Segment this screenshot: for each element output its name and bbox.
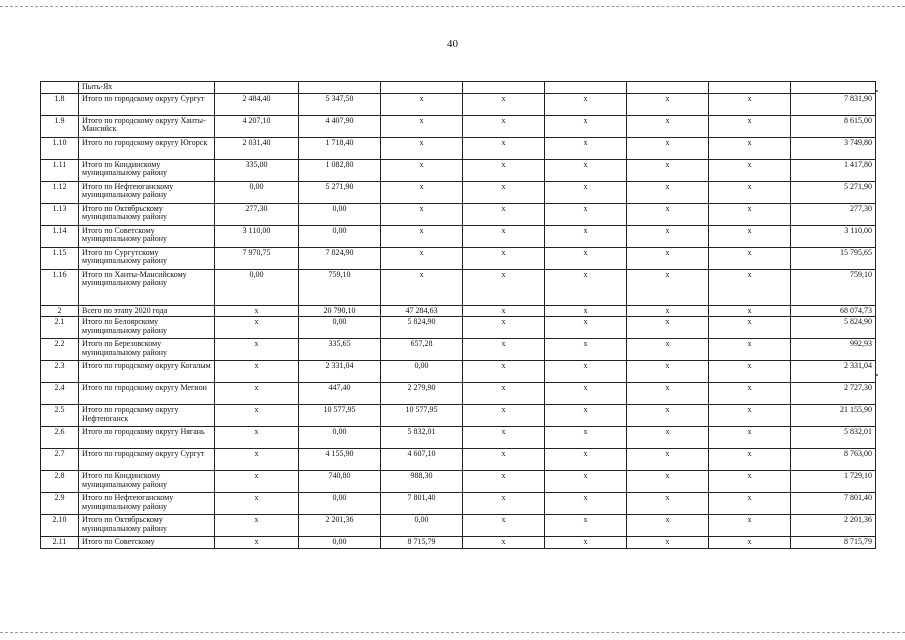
cell-name: Итого по городскому округу Югорск xyxy=(79,137,215,159)
scan-edge-top xyxy=(0,6,905,7)
cell-name: Всего по этапу 2020 года xyxy=(79,305,215,317)
cell-x: х xyxy=(463,515,545,537)
scan-edge-bottom xyxy=(0,632,905,633)
cell-x: х xyxy=(463,269,545,305)
cell-value: 0,00 xyxy=(299,493,381,515)
cell-value: х xyxy=(215,305,299,317)
cell-total: 2 727,30 xyxy=(791,383,876,405)
cell-value: х xyxy=(381,269,463,305)
cell-value: х xyxy=(215,493,299,515)
cell-value: 657,28 xyxy=(381,339,463,361)
cell-name: Итого по Ханты-Мансийскому муниципальному району xyxy=(79,269,215,305)
cell-value: х xyxy=(215,427,299,449)
cell-x: х xyxy=(709,225,791,247)
cell-total: 68 074,73 xyxy=(791,305,876,317)
cell-value: 335,00 xyxy=(215,159,299,181)
cell-x: х xyxy=(709,159,791,181)
cell-num: 1.14 xyxy=(41,225,79,247)
cell-x: х xyxy=(709,317,791,339)
cell-value: 4 155,90 xyxy=(299,449,381,471)
table-row xyxy=(41,247,876,269)
cell-total: 3 110,00 xyxy=(791,225,876,247)
cell-total: 5 824,90 xyxy=(791,317,876,339)
cell-num: 1.10 xyxy=(41,137,79,159)
cell-num: 2.11 xyxy=(41,537,79,549)
cell-x: х xyxy=(463,181,545,203)
cell-num: 2.2 xyxy=(41,339,79,361)
cell-total: 2 331,04 xyxy=(791,361,876,383)
cell-x: х xyxy=(545,361,627,383)
budget-table xyxy=(40,81,876,549)
cell-value: х xyxy=(381,203,463,225)
cell-value: 277,30 xyxy=(215,203,299,225)
table-row xyxy=(41,317,876,339)
cell-x: х xyxy=(709,203,791,225)
cell-name: Итого по Октябрьскому муниципальному району xyxy=(79,515,215,537)
table-row xyxy=(41,225,876,247)
table-row xyxy=(41,383,876,405)
cell-value: 2 279,90 xyxy=(381,383,463,405)
cell-total: 7 801,40 xyxy=(791,493,876,515)
cell-x: х xyxy=(627,137,709,159)
cell-x: х xyxy=(627,493,709,515)
cell-x: х xyxy=(709,181,791,203)
cell-name: Итого по Советскому муниципальному району xyxy=(79,225,215,247)
cell-value: х xyxy=(215,449,299,471)
cell-name: Итого по городскому округу Сургут xyxy=(79,449,215,471)
cell-value: 740,80 xyxy=(299,471,381,493)
cell-x: х xyxy=(545,247,627,269)
cell-value: 0,00 xyxy=(299,225,381,247)
cell-num: 2.3 xyxy=(41,361,79,383)
cell-name: Итого по городскому округу Нягань xyxy=(79,427,215,449)
cell-num: 2.5 xyxy=(41,405,79,427)
cell-x: х xyxy=(627,115,709,137)
cell-value: 2 484,40 xyxy=(215,93,299,115)
cell-name: Итого по Советскому xyxy=(79,537,215,549)
cell-x: х xyxy=(463,537,545,549)
cell-value: х xyxy=(215,471,299,493)
cell-x: х xyxy=(463,115,545,137)
cell-value: 0,00 xyxy=(381,515,463,537)
cell-value: 2 331,04 xyxy=(299,361,381,383)
cell-name: Итого по Белоярскому муниципальному району xyxy=(79,317,215,339)
cell-value: х xyxy=(381,115,463,137)
cell-x: х xyxy=(545,383,627,405)
cell-num: 2.4 xyxy=(41,383,79,405)
cell-total: 8 763,00 xyxy=(791,449,876,471)
cell-total: 759,10 xyxy=(791,269,876,305)
cell-x: х xyxy=(545,427,627,449)
cell-value: 7 801,40 xyxy=(381,493,463,515)
cell-x: х xyxy=(545,515,627,537)
cell-total: 3 749,80 xyxy=(791,137,876,159)
cell-x: х xyxy=(709,405,791,427)
cell-name: Итого по городскому округу Когалым xyxy=(79,361,215,383)
table-row xyxy=(41,405,876,427)
cell-x: х xyxy=(627,339,709,361)
cell-num: 1.12 xyxy=(41,181,79,203)
page-number: 40 xyxy=(447,38,458,50)
table-row xyxy=(41,471,876,493)
cell-name: Итого по городскому округу Мегион xyxy=(79,383,215,405)
cell-value: 0,00 xyxy=(215,269,299,305)
table-row xyxy=(41,427,876,449)
cell-x: х xyxy=(463,203,545,225)
cell-total: 1 417,80 xyxy=(791,159,876,181)
cell-total: 8 715,79 xyxy=(791,537,876,549)
table-body xyxy=(41,82,876,549)
cell-value: 1 718,40 xyxy=(299,137,381,159)
cell-x: х xyxy=(709,427,791,449)
cell-total: 277,30 xyxy=(791,203,876,225)
table-row xyxy=(41,269,876,305)
cell-value: 7 824,90 xyxy=(299,247,381,269)
cell-total: 8 615,00 xyxy=(791,115,876,137)
cell-x: х xyxy=(709,449,791,471)
table-row xyxy=(41,115,876,137)
cell-x: х xyxy=(545,537,627,549)
cell-total: 992,93 xyxy=(791,339,876,361)
cell-x: х xyxy=(709,383,791,405)
table-row xyxy=(41,515,876,537)
cell-x: х xyxy=(545,115,627,137)
cell-x: х xyxy=(709,515,791,537)
cell-x: х xyxy=(463,247,545,269)
table-row xyxy=(41,339,876,361)
cell-name: Итого по Октябрьскому муниципальному району xyxy=(79,203,215,225)
cell-x: х xyxy=(627,383,709,405)
cell-x: х xyxy=(463,405,545,427)
cell-x: х xyxy=(627,515,709,537)
cell-value: х xyxy=(215,383,299,405)
cell-num: 2.8 xyxy=(41,471,79,493)
cell-x: х xyxy=(463,383,545,405)
cell-value: 4 407,90 xyxy=(299,115,381,137)
cell-x: х xyxy=(545,203,627,225)
cell-total: 1 729,10 xyxy=(791,471,876,493)
cell-x: х xyxy=(627,449,709,471)
cell-name: Итого по Нефтеюганскому муниципальному району xyxy=(79,181,215,203)
cell-value: 10 577,95 xyxy=(381,405,463,427)
cell-x: х xyxy=(545,137,627,159)
cell-value: х xyxy=(381,159,463,181)
cell-num: 1.13 xyxy=(41,203,79,225)
cell-x: х xyxy=(463,449,545,471)
cell-x: х xyxy=(627,181,709,203)
cell-value: 0,00 xyxy=(299,427,381,449)
cell-x: х xyxy=(463,427,545,449)
cell-x: х xyxy=(463,159,545,181)
cell-x: х xyxy=(709,93,791,115)
cell-name: Итого по Кондинскому муниципальному району xyxy=(79,471,215,493)
cell-num: 1.16 xyxy=(41,269,79,305)
cell-total: 2 201,36 xyxy=(791,515,876,537)
cell-value: х xyxy=(215,537,299,549)
cell-value: 20 790,10 xyxy=(299,305,381,317)
cell-num: 2.10 xyxy=(41,515,79,537)
cell-value: 2 031,40 xyxy=(215,137,299,159)
cell-name: Итого по Березовскому муниципальному району xyxy=(79,339,215,361)
cell-value: 0,00 xyxy=(381,361,463,383)
cell-x: х xyxy=(709,537,791,549)
cell-x: х xyxy=(709,115,791,137)
cell-value: х xyxy=(215,405,299,427)
cell-value: х xyxy=(381,225,463,247)
cell-value: 335,65 xyxy=(299,339,381,361)
cell-value: 2 201,36 xyxy=(299,515,381,537)
cell-num: 1.15 xyxy=(41,247,79,269)
cell-num: 1.11 xyxy=(41,159,79,181)
table-row xyxy=(41,493,876,515)
cell-x: х xyxy=(463,361,545,383)
cell-x: х xyxy=(463,305,545,317)
cell-value: 0,00 xyxy=(215,181,299,203)
cell-x: х xyxy=(627,317,709,339)
cell-x: х xyxy=(627,427,709,449)
cell-value: 3 110,00 xyxy=(215,225,299,247)
table-row xyxy=(41,159,876,181)
cell-value: 4 607,10 xyxy=(381,449,463,471)
cell-num: 2.6 xyxy=(41,427,79,449)
cell-value: 4 207,10 xyxy=(215,115,299,137)
cell-x: х xyxy=(709,137,791,159)
cell-value: х xyxy=(381,181,463,203)
cell-x: х xyxy=(627,305,709,317)
cell-x: х xyxy=(545,225,627,247)
cell-x: х xyxy=(463,317,545,339)
table-row xyxy=(41,137,876,159)
cell-value: 8 715,79 xyxy=(381,537,463,549)
cell-x: х xyxy=(463,225,545,247)
cell-total: 5 832,01 xyxy=(791,427,876,449)
cell-x: х xyxy=(463,137,545,159)
cell-value: х xyxy=(215,317,299,339)
cell-name: Итого по городскому округу Ханты-Мансийск xyxy=(79,115,215,137)
cell-num xyxy=(41,82,79,94)
cell-value: х xyxy=(215,339,299,361)
cell-value: 5 347,50 xyxy=(299,93,381,115)
cell-x: х xyxy=(545,405,627,427)
cell-x: х xyxy=(627,471,709,493)
cell-value: 7 970,75 xyxy=(215,247,299,269)
cell-x: х xyxy=(627,247,709,269)
cell-x: х xyxy=(545,305,627,317)
cell-x: х xyxy=(545,449,627,471)
cell-x: х xyxy=(709,493,791,515)
table-row xyxy=(41,93,876,115)
cell-x: х xyxy=(545,471,627,493)
cell-name: Итого по Кондинскому муниципальному району xyxy=(79,159,215,181)
table-row xyxy=(41,449,876,471)
cell-num: 2.1 xyxy=(41,317,79,339)
cell-x: х xyxy=(545,269,627,305)
cell-total: 15 795,65 xyxy=(791,247,876,269)
cell-name: Итого по Сургутскому муниципальному району xyxy=(79,247,215,269)
cell-x: х xyxy=(545,159,627,181)
cell-value: х xyxy=(215,515,299,537)
scan-speck xyxy=(876,374,878,376)
cell-x: х xyxy=(627,269,709,305)
cell-value: 5 824,90 xyxy=(381,317,463,339)
cell-num: 1.8 xyxy=(41,93,79,115)
cell-value: 0,00 xyxy=(299,203,381,225)
cell-value: х xyxy=(381,93,463,115)
cell-num: 2.7 xyxy=(41,449,79,471)
table-row xyxy=(41,305,876,317)
cell-x: х xyxy=(627,361,709,383)
cell-x: х xyxy=(463,339,545,361)
table-row xyxy=(41,537,876,549)
cell-name: Итого по городскому округу Нефтеюганск xyxy=(79,405,215,427)
cell-x: х xyxy=(545,93,627,115)
cell-num: 2.9 xyxy=(41,493,79,515)
cell-x: х xyxy=(627,537,709,549)
table-row xyxy=(41,181,876,203)
cell-value: 759,10 xyxy=(299,269,381,305)
cell-x: х xyxy=(627,405,709,427)
cell-value: 1 082,80 xyxy=(299,159,381,181)
cell-x: х xyxy=(709,361,791,383)
cell-value: 0,00 xyxy=(299,537,381,549)
cell-x: х xyxy=(627,225,709,247)
cell-num: 1.9 xyxy=(41,115,79,137)
table-row-continuation xyxy=(41,82,876,94)
cell-total: 5 271,90 xyxy=(791,181,876,203)
cell-x: х xyxy=(463,93,545,115)
cell-name: Итого по городскому округу Сургут xyxy=(79,93,215,115)
cell-value: 10 577,95 xyxy=(299,405,381,427)
cell-x: х xyxy=(709,269,791,305)
cell-value: 5 832,01 xyxy=(381,427,463,449)
cell-value: 47 284,63 xyxy=(381,305,463,317)
cell-value: х xyxy=(381,247,463,269)
scan-speck xyxy=(876,90,878,92)
cell-x: х xyxy=(545,493,627,515)
cell-value: 988,30 xyxy=(381,471,463,493)
cell-value: 447,40 xyxy=(299,383,381,405)
cell-value: х xyxy=(381,137,463,159)
cell-x: х xyxy=(545,181,627,203)
cell-name: Итого по Нефтеюганскому муниципальному району xyxy=(79,493,215,515)
cell-x: х xyxy=(463,493,545,515)
cell-x: х xyxy=(627,203,709,225)
cell-x: х xyxy=(627,93,709,115)
cell-x: х xyxy=(463,471,545,493)
table-row xyxy=(41,203,876,225)
cell-x: х xyxy=(709,247,791,269)
table-row xyxy=(41,361,876,383)
cell-x: х xyxy=(709,471,791,493)
cell-value: 5 271,90 xyxy=(299,181,381,203)
cell-x: х xyxy=(545,339,627,361)
cell-total: 21 155,90 xyxy=(791,405,876,427)
cell-x: х xyxy=(709,339,791,361)
cell-name: Пыть-Ях xyxy=(79,82,215,94)
cell-x: х xyxy=(709,305,791,317)
cell-value: х xyxy=(215,361,299,383)
cell-total: 7 831,90 xyxy=(791,93,876,115)
cell-num: 2 xyxy=(41,305,79,317)
cell-x: х xyxy=(545,317,627,339)
cell-x: х xyxy=(627,159,709,181)
cell-value: 0,00 xyxy=(299,317,381,339)
